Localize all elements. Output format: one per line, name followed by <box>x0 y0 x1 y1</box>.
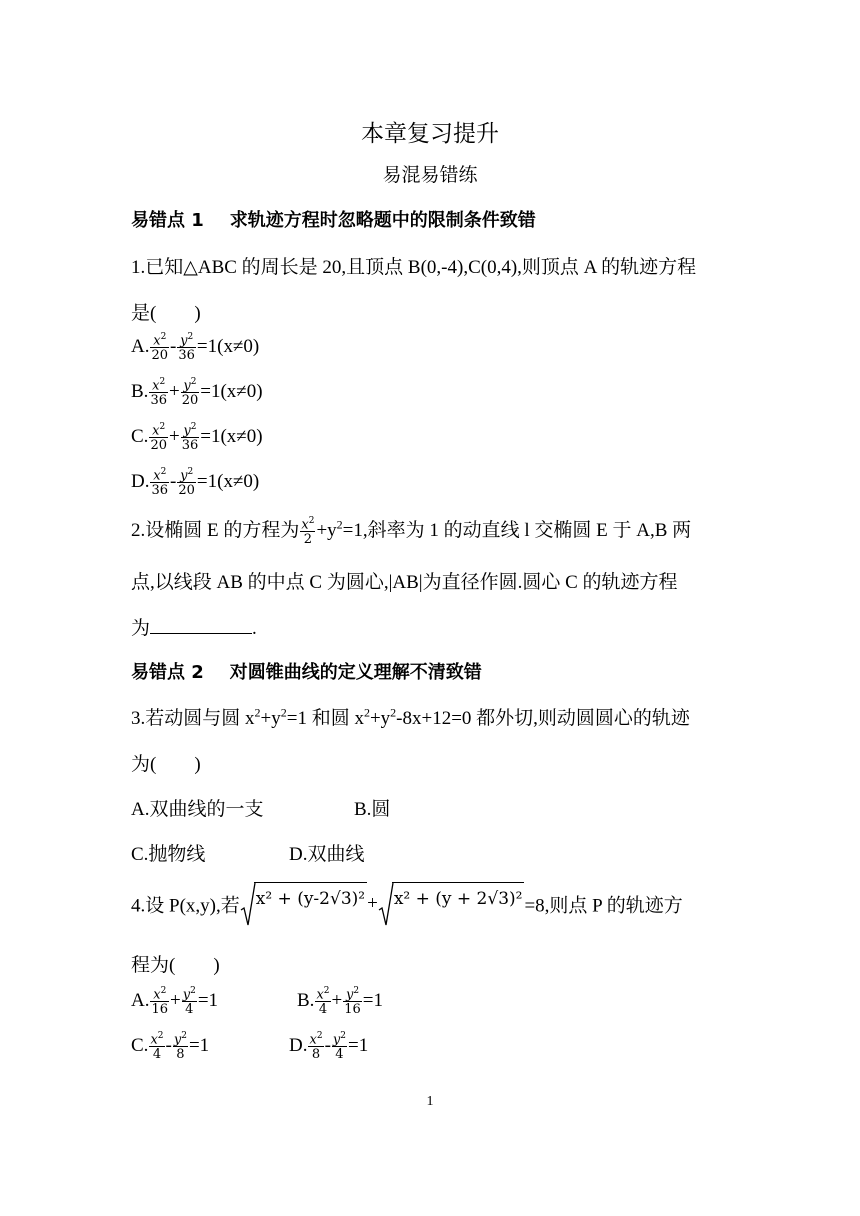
q4-option-a[interactable]: A. $\frac{x^2}{16}$ + $\frac{y^2}{4}$ =1 <box>131 986 219 1018</box>
q1-line-2: 是( ) <box>131 303 201 324</box>
fraction: $\frac{y^2}{20}$ <box>178 467 195 499</box>
fraction: $\frac{y^2}{36}$ <box>178 332 195 364</box>
option-tail: =1(x≠0) <box>196 336 260 358</box>
q1-option-c[interactable]: C. $\frac{x^2}{20}$ + $\frac{y^2}{36}$ =1(x≠0) <box>131 422 263 454</box>
fraction: $\frac{y^2}{4}$ <box>332 1031 346 1063</box>
fraction: $\frac{y^2}{20}$ <box>181 377 199 409</box>
q4-line-1: 4.设 P(x,y),若 x² + (y-2√3)² + x² + (y + 2√3)² =8,则点 P 的轨迹方 <box>131 882 683 926</box>
q2-line-3: 为 . <box>131 613 257 640</box>
fraction: $\frac{x^2}{20}$ <box>150 422 167 454</box>
option-tail: =1(x≠0) <box>200 381 263 403</box>
section-label: 易错点 2 <box>131 662 204 683</box>
option-tail: =1 <box>362 990 383 1012</box>
q1-option-b[interactable]: B. $\frac{x^2}{36}$ + $\frac{y^2}{20}$ =1(x≠0) <box>131 377 263 409</box>
option-tail: =1(x≠0) <box>200 426 263 448</box>
page-subtitle: 易混易错练 <box>382 165 478 186</box>
option-tail: =1 <box>347 1035 369 1057</box>
option-label: C. <box>131 426 149 448</box>
q3-option-b[interactable]: B.圆 <box>354 799 391 820</box>
fraction: $\frac{y^2}{4}$ <box>182 986 196 1018</box>
section-heading-1 <box>131 206 536 232</box>
option-label: D. <box>131 471 150 493</box>
q2-line-2: 点,以线段 AB 的中点 C 为圆心,|AB|为直径作圆.圆心 C 的轨迹方程 <box>131 572 678 593</box>
fraction: $\frac{x^2}{20}$ <box>151 332 169 364</box>
q1-option-a[interactable]: A. $\frac{x^2}{20}$ - $\frac{y^2}{36}$ =1(x≠0) <box>131 332 260 364</box>
sqrt-expression-1: x² + (y-2√3)² <box>240 882 367 926</box>
fraction: $\frac{x^2}{2}$ <box>301 515 315 548</box>
q4-option-c[interactable]: C. $\frac{x^2}{4}$ - $\frac{y^2}{8}$ =1 <box>131 1031 210 1063</box>
option-tail: =1 <box>188 1035 210 1057</box>
q3-line-1: 3.若动圆与圆 $x^2+y^2=1$ 和圆 $x^2+y^2-8x+12=0$ 都外切,则动圆圆心的轨迹 <box>131 705 690 729</box>
q1-line-1: 1.已知△ABC 的周长是 20,且顶点 B(0,-4),C(0,4),则顶点 A 的轨迹方程 <box>131 257 697 278</box>
fraction: $\frac{x^2}{36}$ <box>150 377 167 409</box>
option-tail: =1 <box>197 990 219 1012</box>
fraction: $\frac{y^2}{8}$ <box>173 1031 187 1063</box>
section-heading-2 <box>131 658 482 684</box>
option-label: A. <box>131 336 150 358</box>
option-label: C. <box>131 1035 149 1057</box>
section-text: 求轨迹方程时忽略题中的限制条件致错 <box>229 210 536 231</box>
q4-option-d[interactable]: D. $\frac{x^2}{8}$ - $\frac{y^2}{4}$ =1 <box>289 1031 369 1063</box>
fraction: $\frac{y^2}{16}$ <box>344 986 361 1018</box>
option-label: A. <box>131 990 150 1012</box>
q4-option-b[interactable]: B. $\frac{x^2}{4}$ + $\frac{y^2}{16}$ =1 <box>297 986 383 1018</box>
option-label: B. <box>297 990 315 1012</box>
fraction: $\frac{x^2}{16}$ <box>151 986 169 1018</box>
q1-option-d[interactable]: D. $\frac{x^2}{36}$ - $\frac{y^2}{20}$ =1(x≠0) <box>131 467 260 499</box>
fraction: $\frac{y^2}{36}$ <box>181 422 199 454</box>
section-text: 对圆锥曲线的定义理解不清致错 <box>229 662 482 683</box>
fraction: $\frac{x^2}{8}$ <box>309 1031 323 1063</box>
option-label: B. <box>131 381 149 403</box>
answer-blank[interactable] <box>150 615 252 634</box>
option-label: D. <box>289 1035 308 1057</box>
section-label: 易错点 1 <box>131 210 204 231</box>
q2-line-1: 2.设椭圆 E 的方程为 $\frac{x^2}{2}$ $+y^2=1$,斜率为 1 的动直线 l 交椭圆 E 于 A,B 两 <box>131 515 692 548</box>
option-tail: =1(x≠0) <box>196 471 260 493</box>
page-title: 本章复习提升 <box>361 121 499 146</box>
fraction: $\frac{x^2}{36}$ <box>151 467 169 499</box>
q4-line-2: 程为( ) <box>131 955 220 976</box>
q3-option-c[interactable]: C.抛物线 <box>131 844 206 865</box>
page-number: 1 <box>426 1094 434 1109</box>
q3-option-d[interactable]: D.双曲线 <box>289 844 365 865</box>
q3-line-2: 为( ) <box>131 754 201 775</box>
fraction: $\frac{x^2}{4}$ <box>316 986 330 1018</box>
fraction: $\frac{x^2}{4}$ <box>150 1031 164 1063</box>
q3-option-a[interactable]: A.双曲线的一支 <box>131 799 264 820</box>
sqrt-expression-2: x² + (y + 2√3)² <box>378 882 525 926</box>
